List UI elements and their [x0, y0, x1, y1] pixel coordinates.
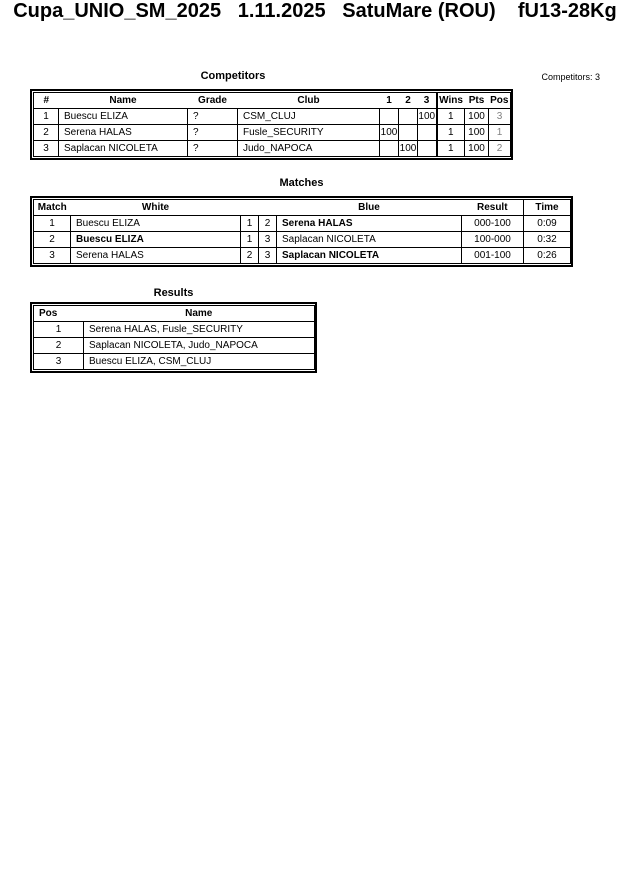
col-header-match: Match	[34, 200, 71, 216]
col-header-white: White	[71, 200, 241, 216]
col-header-round2: 2	[399, 93, 418, 109]
score-round2	[399, 125, 418, 141]
blue-competitor-num: 3	[259, 232, 277, 248]
competitor-num: 1	[34, 109, 59, 125]
competitor-club: CSM_CLUJ	[238, 109, 380, 125]
competitors-header-row	[34, 93, 511, 109]
score-round3	[418, 125, 437, 141]
competitor-row	[34, 141, 511, 157]
result-row	[34, 354, 315, 370]
col-header-round1: 1	[380, 93, 399, 109]
competitor-num: 2	[34, 125, 59, 141]
page-title: Cupa_UNIO_SM_2025 1.11.2025 SatuMare (ROU) fU13-28Kg	[13, 0, 617, 22]
score-round1: 100	[380, 125, 399, 141]
competitor-num: 3	[34, 141, 59, 157]
result-pos: 3	[34, 354, 84, 370]
blue-competitor-num: 2	[259, 216, 277, 232]
score-round3: 100	[418, 109, 437, 125]
competitor-pos: 2	[489, 141, 511, 157]
match-row	[34, 216, 571, 232]
results-heading: Results	[153, 287, 194, 299]
col-header-time: Time	[524, 200, 571, 216]
competitors-table	[30, 89, 513, 160]
white-competitor-num: 1	[241, 216, 259, 232]
match-row	[34, 248, 571, 264]
competitors-count: Competitors: 3	[541, 72, 600, 82]
competitor-wins: 1	[437, 125, 465, 141]
competitor-pts: 100	[465, 109, 489, 125]
score-round1	[380, 141, 399, 157]
match-time: 0:32	[524, 232, 571, 248]
col-header-round3: 3	[418, 93, 437, 109]
competitor-pts: 100	[465, 141, 489, 157]
match-time: 0:26	[524, 248, 571, 264]
col-header-pts: Pts	[465, 93, 489, 109]
competitor-grade: ?	[188, 125, 238, 141]
col-header-pos: Pos	[34, 306, 84, 322]
match-number: 2	[34, 232, 71, 248]
score-round2	[399, 109, 418, 125]
match-row	[34, 232, 571, 248]
competitor-pts: 100	[465, 125, 489, 141]
blue-competitor-num: 3	[259, 248, 277, 264]
competitor-club: Judo_NAPOCA	[238, 141, 380, 157]
match-number: 3	[34, 248, 71, 264]
results-table	[30, 302, 317, 373]
matches-heading: Matches	[279, 177, 324, 189]
score-round2: 100	[399, 141, 418, 157]
match-result: 001-100	[462, 248, 524, 264]
result-name: Buescu ELIZA, CSM_CLUJ	[84, 354, 315, 370]
col-header-num: #	[34, 93, 59, 109]
white-competitor-num: 1	[241, 232, 259, 248]
results-header-row	[34, 306, 315, 322]
competitor-pos: 3	[489, 109, 511, 125]
competitor-grade: ?	[188, 141, 238, 157]
result-row	[34, 322, 315, 338]
col-header-numbers	[241, 200, 277, 216]
result-pos: 2	[34, 338, 84, 354]
result-name: Saplacan NICOLETA, Judo_NAPOCA	[84, 338, 315, 354]
competitor-name: Saplacan NICOLETA	[59, 141, 188, 157]
matches-table	[30, 196, 573, 267]
blue-competitor: Saplacan NICOLETA	[277, 248, 462, 264]
score-round1	[380, 109, 399, 125]
competitor-name: Serena HALAS	[59, 125, 188, 141]
score-round3	[418, 141, 437, 157]
competitor-grade: ?	[188, 109, 238, 125]
competitor-pos: 1	[489, 125, 511, 141]
col-header-wins: Wins	[437, 93, 465, 109]
competitor-club: Fusle_SECURITY	[238, 125, 380, 141]
white-competitor: Buescu ELIZA	[71, 216, 241, 232]
col-header-blue: Blue	[277, 200, 462, 216]
col-header-pos: Pos	[489, 93, 511, 109]
competitor-wins: 1	[437, 141, 465, 157]
match-number: 1	[34, 216, 71, 232]
matches-header-row	[34, 200, 571, 216]
result-row	[34, 338, 315, 354]
white-competitor: Buescu ELIZA	[71, 232, 241, 248]
result-name: Serena HALAS, Fusle_SECURITY	[84, 322, 315, 338]
col-header-name: Name	[84, 306, 315, 322]
competitor-row	[34, 125, 511, 141]
competitor-row	[34, 109, 511, 125]
blue-competitor: Serena HALAS	[277, 216, 462, 232]
col-header-grade: Grade	[188, 93, 238, 109]
competitor-wins: 1	[437, 109, 465, 125]
competitor-name: Buescu ELIZA	[59, 109, 188, 125]
match-time: 0:09	[524, 216, 571, 232]
col-header-result: Result	[462, 200, 524, 216]
white-competitor: Serena HALAS	[71, 248, 241, 264]
competitors-heading: Competitors	[200, 70, 266, 82]
match-result: 000-100	[462, 216, 524, 232]
col-header-name: Name	[59, 93, 188, 109]
blue-competitor: Saplacan NICOLETA	[277, 232, 462, 248]
white-competitor-num: 2	[241, 248, 259, 264]
col-header-club: Club	[238, 93, 380, 109]
match-result: 100-000	[462, 232, 524, 248]
result-pos: 1	[34, 322, 84, 338]
